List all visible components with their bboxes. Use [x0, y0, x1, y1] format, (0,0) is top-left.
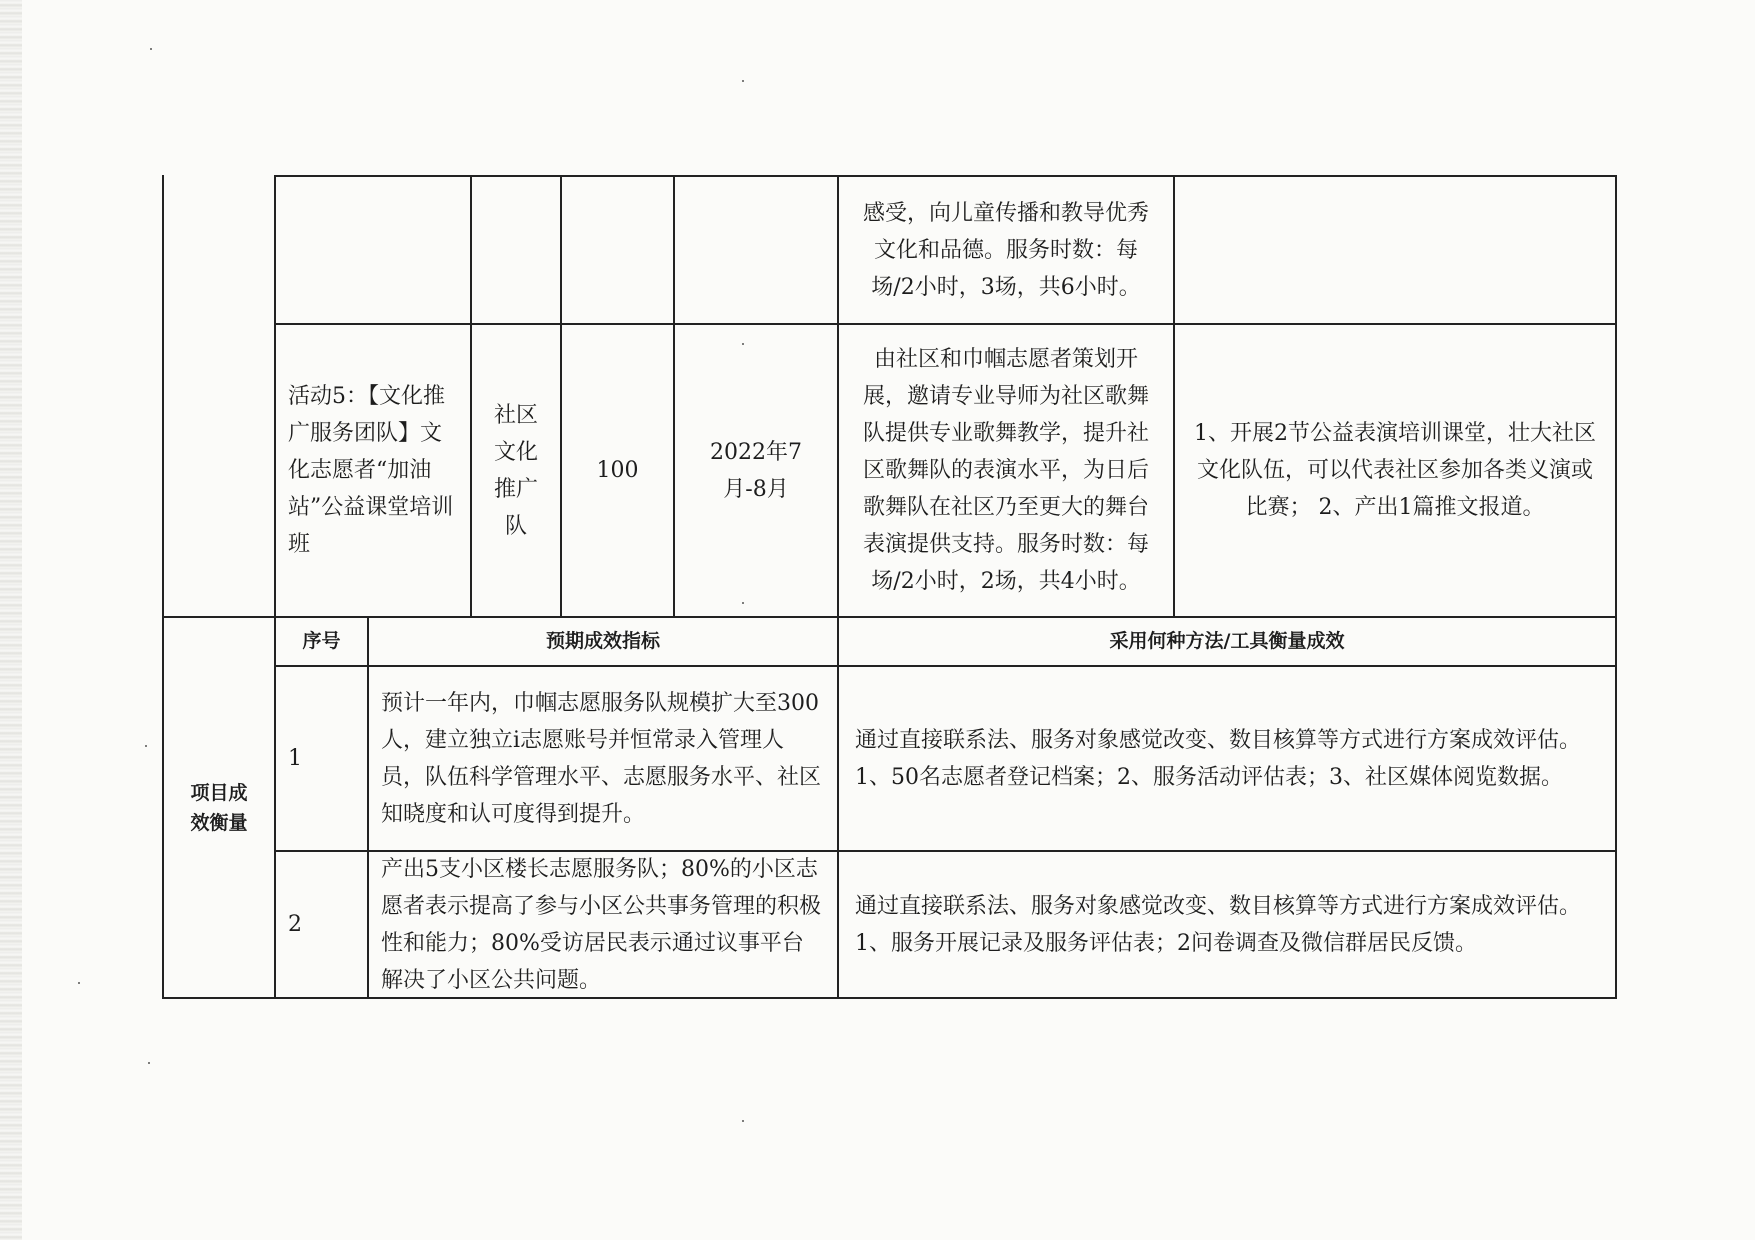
outcome-section-label: 项目成效衡量 — [190, 781, 248, 834]
outcome-row-method: 通过直接联系法、服务对象感觉改变、数目核算等方式进行方案成效评估。1、服务开展记录及服务评估表；2问卷调查及微信群居民反馈。 — [855, 893, 1582, 956]
header-no: 序号 — [302, 630, 341, 652]
activity-date: 2022年7月-8月 — [710, 439, 802, 502]
outcome-row-no: 1 — [288, 746, 302, 771]
outcome-row-no: 2 — [288, 912, 302, 937]
activity-output: 1、开展2节公益表演培训课堂，壮大社区文化队伍，可以代表社区参加各类义演或比赛； 2、产出1篇推文报道。 — [1194, 421, 1596, 520]
scan-speck — [742, 80, 744, 82]
scan-speck — [148, 1062, 150, 1064]
activity-content: 由社区和巾帼志愿者策划开展，邀请专业导师为社区歌舞队提供专业歌舞教学，提升社区歌舞队的表演水平，为日后歌舞队在社区乃至更大的舞台表演提供支持。服务时数：每场/2小时，2场，共4小时。 — [862, 347, 1149, 594]
activity-name: 活动5：【文化推广服务团队】文化志愿者“加油站”公益课堂培训班 — [288, 384, 454, 557]
scan-speck — [145, 745, 147, 747]
outcome-row-indicator: 预计一年内，巾帼志愿服务队规模扩大至300人，建立独立i志愿账号并恒常录入管理人员，队伍科学管理水平、志愿服务水平、社区知晓度和认可度得到提升。 — [381, 690, 822, 827]
activity-count: 100 — [596, 458, 639, 483]
header-method: 采用何种方法/工具衡量成效 — [1109, 630, 1345, 652]
activity-team: 社区文化推广队 — [494, 402, 539, 539]
outcome-row-indicator: 产出5支小区楼长志愿服务队；80%的小区志愿者表示提高了参与小区公共事务管理的积极性和能力；80%受访居民表示通过议事平台解决了小区公共问题。 — [381, 856, 822, 993]
header-indicator: 预期成效指标 — [545, 630, 660, 652]
prev-activity-content: 感受，向儿童传播和教导优秀文化和品德。服务时数：每场/2小时，3场，共6小时。 — [862, 200, 1149, 300]
scan-speck — [150, 48, 152, 50]
scan-speck — [78, 982, 80, 984]
scan-edge-noise — [0, 0, 22, 1240]
scan-speck — [742, 1120, 744, 1122]
outcome-row-method: 通过直接联系法、服务对象感觉改变、数目核算等方式进行方案成效评估。1、50名志愿者登记档案；2、服务活动评估表；3、社区媒体阅览数据。 — [855, 727, 1582, 790]
